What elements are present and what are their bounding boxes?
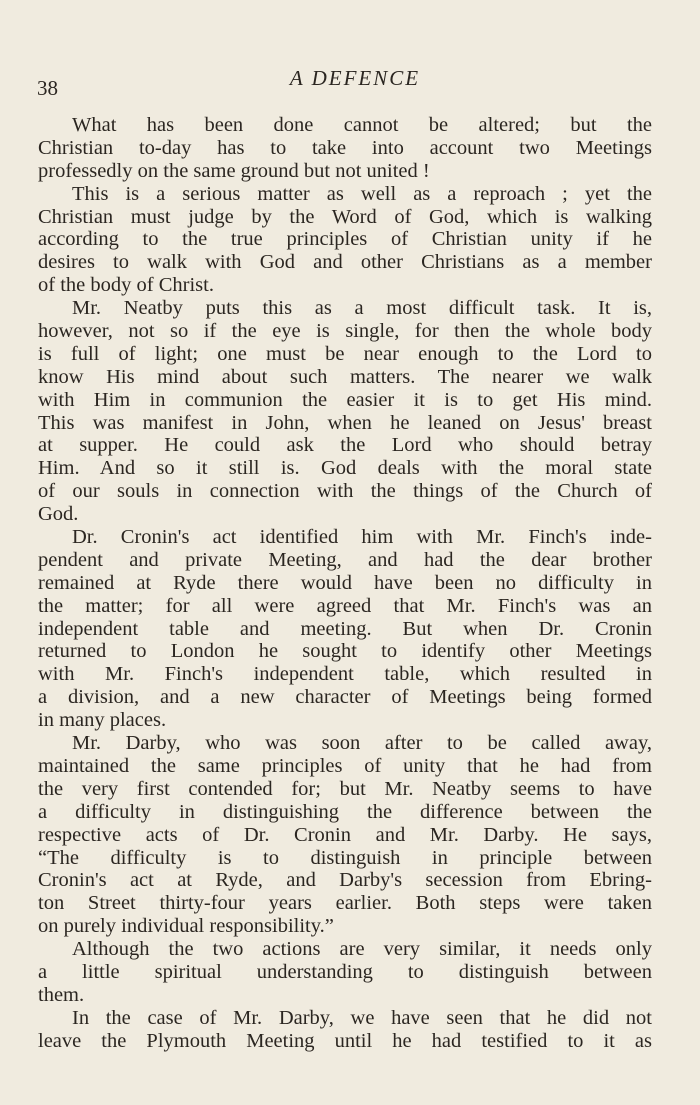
text-line: Mr. Darby, who was soon after to be called away, <box>72 732 652 755</box>
text-line: In the case of Mr. Darby, we have seen that he did not <box>72 1006 652 1029</box>
text-line: the very first contended for; but Mr. Neatby seems to have <box>38 777 652 800</box>
text-line: of the body of Christ. <box>38 274 214 297</box>
text-line: desires to walk with God and other Christians as a member <box>38 251 652 274</box>
text-line: of our souls in connection with the things of the Church of <box>38 480 652 503</box>
text-line: Cronin's act at Ryde, and Darby's secession from Ebring- <box>38 869 652 892</box>
text-line: in many places. <box>38 709 167 732</box>
text-line: remained at Ryde there would have been no difficulty in <box>38 571 652 594</box>
paragraph <box>38 114 652 183</box>
text-line: maintained the same principles of unity that he had from <box>38 754 652 777</box>
paragraph <box>38 526 652 732</box>
text-line: them. <box>38 983 85 1006</box>
paragraph <box>38 1007 652 1053</box>
body-text <box>38 114 652 1053</box>
text-line: Christian to-day has to take into account two Meetings <box>38 136 652 159</box>
text-line: the matter; for all were agreed that Mr. Finch's was an <box>38 594 652 617</box>
text-line: on purely individual responsibility.” <box>38 915 334 938</box>
paragraph <box>38 732 652 938</box>
text-line: This is a serious matter as well as a reproach ; yet the <box>72 182 652 205</box>
text-line: ton Street thirty-four years earlier. Both steps were taken <box>38 892 652 915</box>
paragraph <box>38 297 652 526</box>
text-line: with Him in communion the easier it is to get His mind. <box>38 388 652 411</box>
text-line: professedly on the same ground but not united ! <box>38 159 430 182</box>
text-line: leave the Plymouth Meeting until he had testified to it as <box>38 1029 652 1052</box>
text-line: however, not so if the eye is single, for then the whole body <box>38 320 652 343</box>
text-line: according to the true principles of Christian unity if he <box>38 228 652 251</box>
text-line: a division, and a new character of Meetings being formed <box>38 686 652 709</box>
text-line: pendent and private Meeting, and had the dear brother <box>38 548 652 571</box>
text-line: Him. And so it still is. God deals with the moral state <box>38 457 652 480</box>
text-line: respective acts of Dr. Cronin and Mr. Darby. He says, <box>38 823 652 846</box>
text-line: know His mind about such matters. The nearer we walk <box>38 365 652 388</box>
running-head: A DEFENCE <box>289 66 421 90</box>
text-line: “The difficulty is to distinguish in principle between <box>38 846 652 869</box>
text-line: a difficulty in distinguishing the difference between the <box>38 800 652 823</box>
text-line: independent table and meeting. But when Dr. Cronin <box>38 617 652 640</box>
paragraph <box>38 183 652 297</box>
text-line: at supper. He could ask the Lord who should betray <box>38 434 652 457</box>
text-line: a little spiritual understanding to distinguish between <box>38 960 652 983</box>
text-line: This was manifest in John, when he leaned on Jesus' breast <box>38 411 652 434</box>
paragraph <box>38 938 652 1007</box>
text-line: What has been done cannot be altered; but the <box>72 114 652 136</box>
text-line: Although the two actions are very similar, it needs only <box>72 938 652 961</box>
text-line: is full of light; one must be near enough to the Lord to <box>38 342 652 365</box>
text-line: Dr. Cronin's act identified him with Mr. Finch's inde- <box>72 526 652 549</box>
text-line: with Mr. Finch's independent table, which resulted in <box>38 663 652 686</box>
page-number: 38 <box>37 76 58 100</box>
text-line: returned to London he sought to identify other Meetings <box>38 640 652 663</box>
text-line: God. <box>38 503 79 526</box>
text-line: Mr. Neatby puts this as a most difficult task. It is, <box>72 297 652 320</box>
text-line: Christian must judge by the Word of God, which is walking <box>38 205 652 228</box>
